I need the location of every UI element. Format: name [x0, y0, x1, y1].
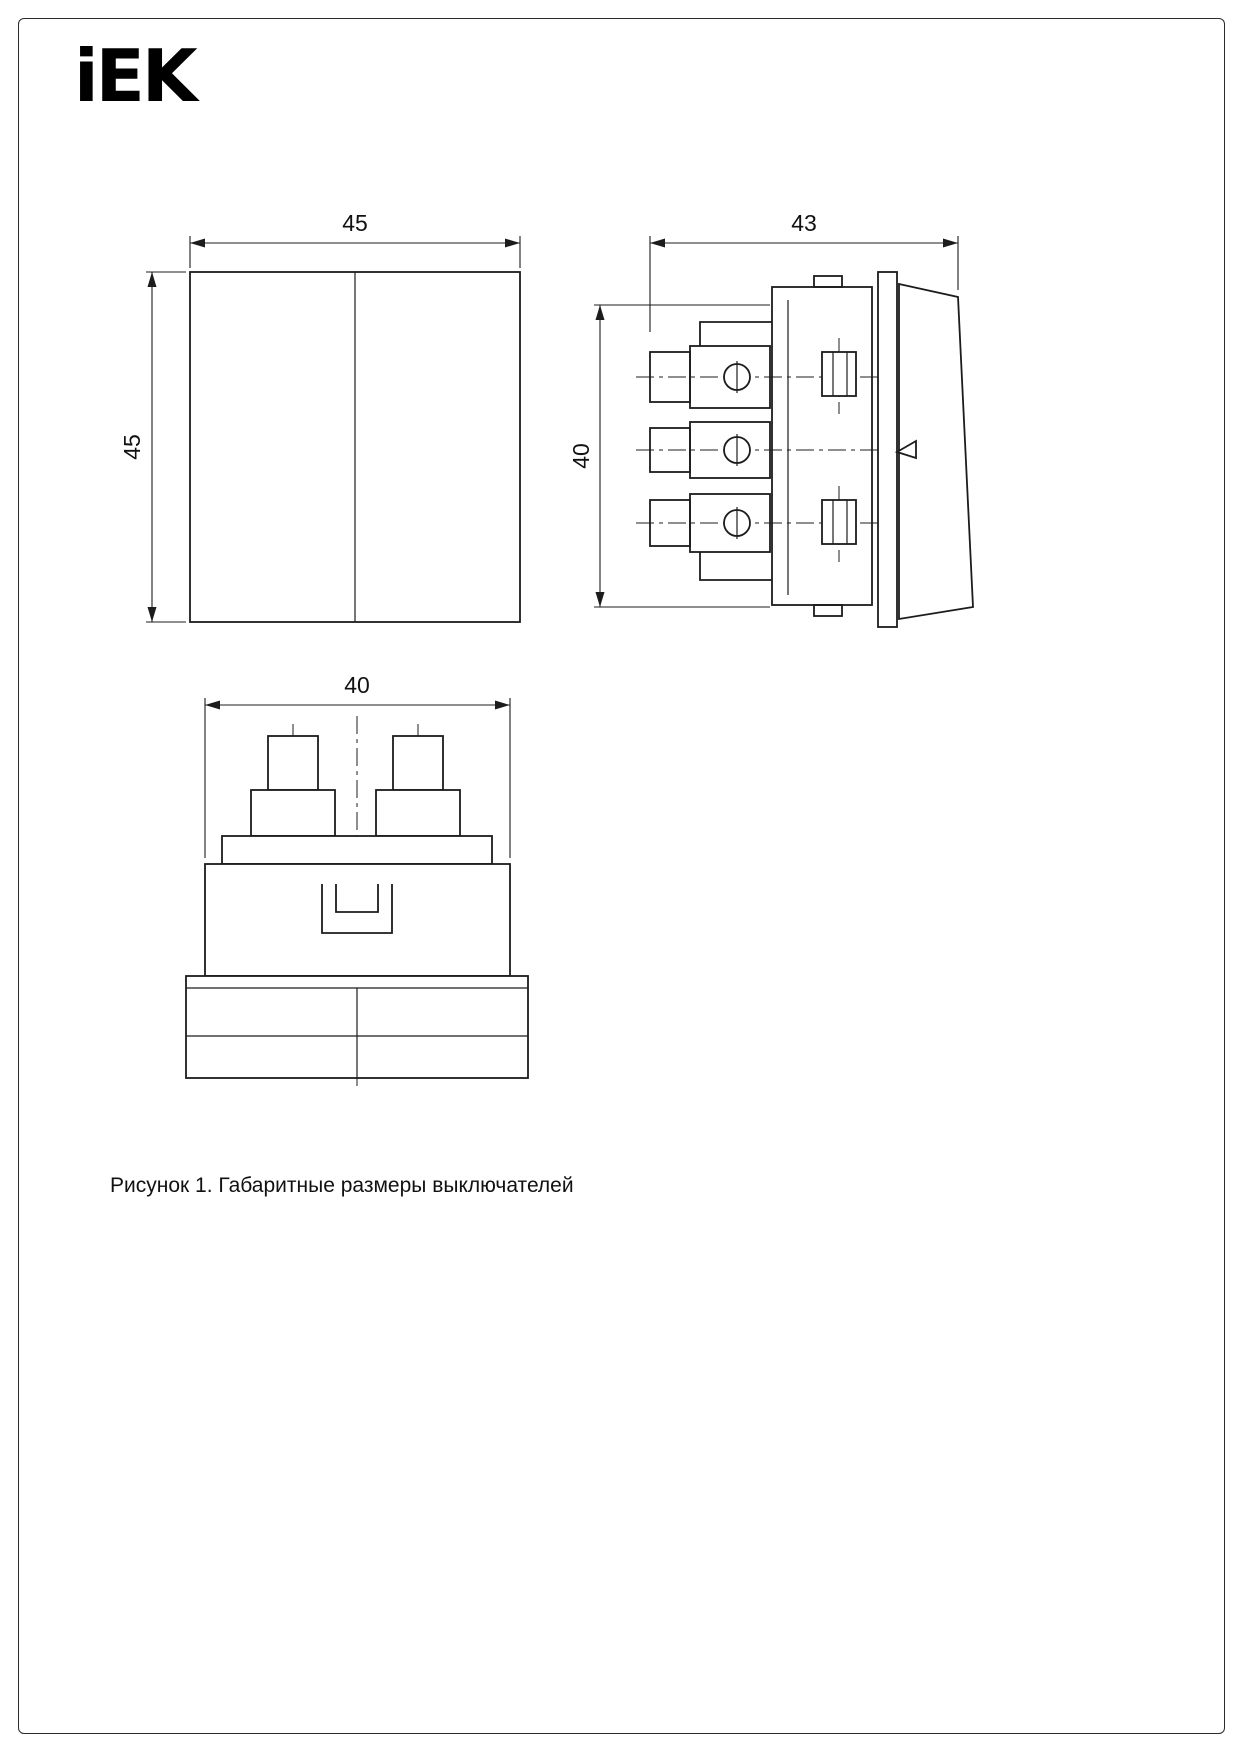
side-flange [878, 272, 897, 627]
arrow-left [190, 239, 205, 248]
arrow-left [205, 701, 220, 710]
arrow-left [650, 239, 665, 248]
wire-entries [650, 352, 690, 546]
arrow-up [148, 272, 157, 287]
front-width-label: 45 [342, 210, 368, 236]
bottom-view [186, 672, 528, 1086]
figure-caption: Рисунок 1. Габаритные размеры выключателей [110, 1174, 574, 1197]
arrow-up [596, 305, 605, 320]
mechanism-body [205, 864, 510, 976]
arrow-right [505, 239, 520, 248]
arrow-right [943, 239, 958, 248]
arrow-down [148, 607, 157, 622]
bottom-width-label: 40 [344, 672, 370, 698]
iek-logo: iEK [74, 34, 195, 118]
side-housing [772, 287, 872, 605]
front-view [119, 210, 520, 622]
arrow-right [495, 701, 510, 710]
arrow-down [596, 592, 605, 607]
side-width-label: 43 [791, 210, 817, 236]
front-height-label: 45 [119, 434, 145, 460]
side-height-label: 40 [568, 443, 594, 469]
plunger-left [268, 736, 318, 790]
plunger-right [393, 736, 443, 790]
side-view [568, 210, 973, 627]
carrier-plate [222, 836, 492, 864]
